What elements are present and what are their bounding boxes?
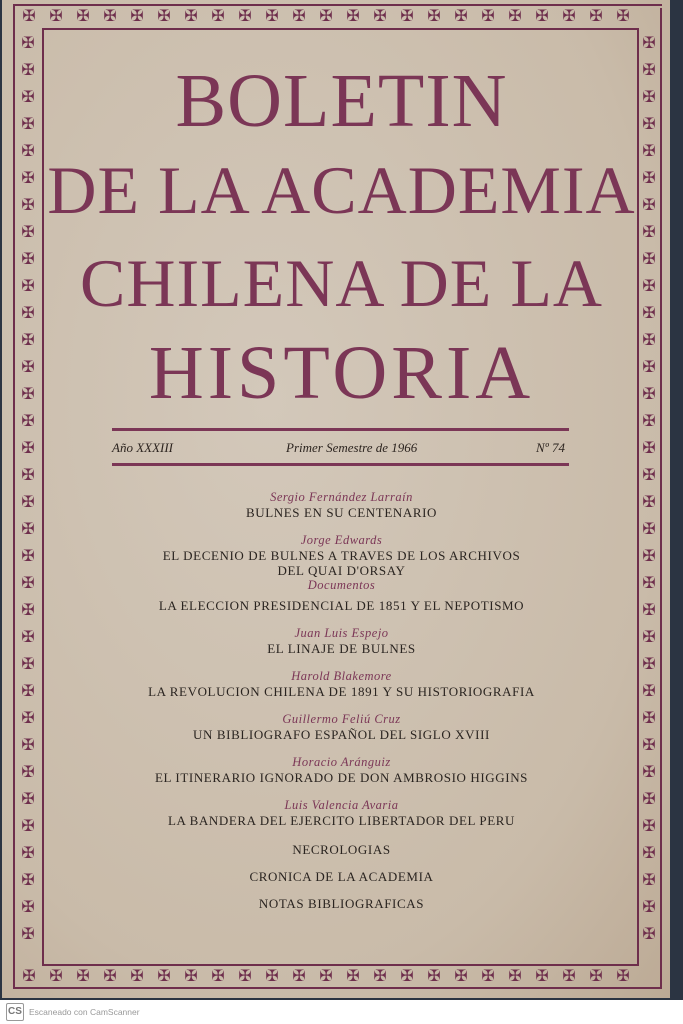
camscanner-logo-icon: CS — [6, 1003, 24, 1021]
cross-icon: ✠ — [21, 438, 35, 457]
title-line-4: HISTORIA — [148, 331, 535, 415]
cross-icon: ✠ — [642, 708, 656, 727]
cross-icon: ✠ — [211, 966, 225, 985]
cross-icon: ✠ — [642, 195, 656, 214]
cross-icon: ✠ — [265, 966, 279, 985]
cross-icon: ✠ — [642, 465, 656, 484]
cross-icon: ✠ — [642, 546, 656, 565]
issue-year: Año XXXIII — [112, 440, 174, 455]
toc-entry — [0, 533, 683, 613]
cross-icon: ✠ — [346, 6, 360, 25]
cross-icon: ✠ — [21, 303, 35, 322]
cross-icon: ✠ — [642, 357, 656, 376]
cross-icon: ✠ — [642, 330, 656, 349]
cross-icon: ✠ — [427, 966, 441, 985]
cross-icon: ✠ — [130, 966, 144, 985]
cross-icon: ✠ — [642, 249, 656, 268]
title-line-1: BOLETIN — [175, 59, 508, 143]
cross-icon: ✠ — [292, 966, 306, 985]
cross-icon: ✠ — [642, 411, 656, 430]
top-rule — [112, 428, 569, 431]
cross-icon: ✠ — [21, 573, 35, 592]
outer-frame-bottom — [13, 987, 662, 989]
camscanner-watermark — [6, 1003, 140, 1021]
cross-icon: ✠ — [508, 966, 522, 985]
cross-icon: ✠ — [103, 6, 117, 25]
cross-icon: ✠ — [642, 654, 656, 673]
cross-icon: ✠ — [184, 966, 198, 985]
title-line-3: CHILENA DE LA — [80, 245, 603, 321]
author: Luis Valencia Avaria — [284, 798, 399, 812]
cross-icon: ✠ — [535, 6, 549, 25]
cross-icon: ✠ — [616, 966, 630, 985]
cross-icon: ✠ — [21, 411, 35, 430]
cross-icon: ✠ — [427, 6, 441, 25]
cross-icon: ✠ — [642, 816, 656, 835]
cross-icon: ✠ — [21, 384, 35, 403]
cross-icon: ✠ — [642, 789, 656, 808]
cross-icon: ✠ — [21, 357, 35, 376]
cross-icon: ✠ — [454, 966, 468, 985]
cross-icon: ✠ — [49, 6, 63, 25]
cross-icon: ✠ — [21, 60, 35, 79]
cross-icon: ✠ — [642, 843, 656, 862]
cross-icon: ✠ — [589, 966, 603, 985]
cross-icon: ✠ — [642, 60, 656, 79]
cross-icon: ✠ — [21, 735, 35, 754]
cross-icon: ✠ — [642, 735, 656, 754]
cross-icon: ✠ — [21, 816, 35, 835]
cross-icon: ✠ — [21, 654, 35, 673]
cross-icon: ✠ — [642, 600, 656, 619]
cross-icon: ✠ — [21, 276, 35, 295]
cross-icon: ✠ — [21, 492, 35, 511]
cross-icon: ✠ — [642, 33, 656, 52]
cross-icon: ✠ — [21, 843, 35, 862]
author: Horacio Aránguiz — [292, 755, 391, 769]
cross-icon: ✠ — [21, 330, 35, 349]
cross-icon: ✠ — [642, 492, 656, 511]
cross-icon: ✠ — [562, 966, 576, 985]
issue-number: Nº 74 — [536, 440, 565, 455]
cross-icon: ✠ — [481, 6, 495, 25]
cross-icon: ✠ — [21, 870, 35, 889]
cross-icon: ✠ — [21, 546, 35, 565]
section-notas: NOTAS BIBLIOGRAFICAS — [258, 896, 425, 911]
cross-icon: ✠ — [642, 303, 656, 322]
toc-entry — [0, 669, 683, 699]
watermark-text: Escaneado con CamScanner — [29, 1007, 140, 1017]
cross-icon: ✠ — [21, 519, 35, 538]
article-title: UN BIBLIOGRAFO ESPAÑOL DEL SIGLO XVIII — [193, 727, 490, 742]
inner-frame-top — [42, 28, 639, 30]
bottom-rule — [112, 463, 569, 466]
cross-icon: ✠ — [319, 6, 333, 25]
cross-icon: ✠ — [21, 924, 35, 943]
article-title-cont: DEL QUAI D'ORSAY — [277, 563, 406, 578]
cross-icon: ✠ — [22, 966, 36, 985]
cross-icon: ✠ — [373, 966, 387, 985]
cross-icon: ✠ — [642, 276, 656, 295]
cross-icon: ✠ — [265, 6, 279, 25]
author: Juan Luis Espejo — [294, 626, 389, 640]
section-necrologias: NECROLOGIAS — [292, 842, 391, 857]
cross-icon: ✠ — [642, 114, 656, 133]
cross-icon: ✠ — [21, 600, 35, 619]
article-title: BULNES EN SU CENTENARIO — [245, 505, 438, 520]
table-of-contents — [0, 490, 683, 911]
author: Jorge Edwards — [300, 533, 383, 547]
cross-icon: ✠ — [21, 195, 35, 214]
cross-icon: ✠ — [535, 966, 549, 985]
cross-icon: ✠ — [642, 438, 656, 457]
cross-icon: ✠ — [642, 924, 656, 943]
cross-icon: ✠ — [642, 87, 656, 106]
cross-icon: ✠ — [21, 627, 35, 646]
cross-icon: ✠ — [21, 168, 35, 187]
cross-icon: ✠ — [346, 966, 360, 985]
cross-icon: ✠ — [319, 966, 333, 985]
cross-icon: ✠ — [642, 168, 656, 187]
cross-icon: ✠ — [157, 6, 171, 25]
cross-icon: ✠ — [21, 681, 35, 700]
cross-icon: ✠ — [642, 519, 656, 538]
cross-icon: ✠ — [373, 6, 387, 25]
article-title: LA ELECCION PRESIDENCIAL DE 1851 Y EL NEPOTISMO — [158, 598, 525, 613]
cross-icon: ✠ — [238, 6, 252, 25]
cross-icon: ✠ — [103, 966, 117, 985]
cross-icon: ✠ — [21, 33, 35, 52]
article-title: EL LINAJE DE BULNES — [267, 641, 416, 656]
cross-icon: ✠ — [508, 6, 522, 25]
issue-semester: Primer Semestre de 1966 — [286, 440, 418, 455]
cross-icon: ✠ — [616, 6, 630, 25]
cross-icon: ✠ — [562, 6, 576, 25]
author: Sergio Fernández Larraín — [270, 490, 413, 504]
cross-icon: ✠ — [21, 141, 35, 160]
cross-icon: ✠ — [21, 249, 35, 268]
cross-icon: ✠ — [21, 789, 35, 808]
cross-icon: ✠ — [21, 222, 35, 241]
cross-icon: ✠ — [238, 966, 252, 985]
cross-icon: ✠ — [642, 762, 656, 781]
author: Guillermo Feliú Cruz — [282, 712, 401, 726]
cross-icon: ✠ — [642, 681, 656, 700]
article-title: EL ITINERARIO IGNORADO DE DON AMBROSIO HIGGINS — [154, 770, 529, 785]
section-cronica: CRONICA DE LA ACADEMIA — [249, 869, 434, 884]
cross-icon: ✠ — [49, 966, 63, 985]
toc-entry — [0, 490, 683, 520]
title-line-2: DE LA ACADEMIA — [47, 152, 636, 228]
cross-icon: ✠ — [76, 6, 90, 25]
cross-icon: ✠ — [184, 6, 198, 25]
cross-icon: ✠ — [211, 6, 225, 25]
cross-icon: ✠ — [642, 897, 656, 916]
article-title: LA BANDERA DEL EJERCITO LIBERTADOR DEL PERU — [167, 813, 516, 828]
cross-icon: ✠ — [130, 6, 144, 25]
cross-icon: ✠ — [642, 870, 656, 889]
cross-icon: ✠ — [642, 141, 656, 160]
cross-icon: ✠ — [21, 465, 35, 484]
article-subtitle: Documentos — [307, 578, 376, 592]
toc-entry — [0, 708, 683, 742]
toc-entry — [0, 626, 683, 656]
author: Harold Blakemore — [291, 669, 392, 683]
toc-entry — [0, 798, 683, 828]
cross-icon: ✠ — [642, 384, 656, 403]
cross-icon: ✠ — [642, 573, 656, 592]
cross-icon: ✠ — [21, 897, 35, 916]
article-title: LA REVOLUCION CHILENA DE 1891 Y SU HISTORIOGRAFIA — [148, 684, 535, 699]
cross-icon: ✠ — [642, 222, 656, 241]
cross-icon: ✠ — [76, 966, 90, 985]
cross-icon: ✠ — [22, 6, 36, 25]
cross-icon: ✠ — [292, 6, 306, 25]
cross-icon: ✠ — [21, 114, 35, 133]
cross-icon: ✠ — [400, 966, 414, 985]
article-title: EL DECENIO DE BULNES A TRAVES DE LOS ARCHIVOS — [162, 548, 521, 563]
cross-icon: ✠ — [481, 966, 495, 985]
cross-icon: ✠ — [21, 87, 35, 106]
cross-icon: ✠ — [21, 708, 35, 727]
cross-icon: ✠ — [454, 6, 468, 25]
cross-icon: ✠ — [642, 627, 656, 646]
cross-icon: ✠ — [157, 966, 171, 985]
cross-icon: ✠ — [589, 6, 603, 25]
cross-icon: ✠ — [400, 6, 414, 25]
toc-entry — [0, 755, 683, 785]
cross-icon: ✠ — [21, 762, 35, 781]
